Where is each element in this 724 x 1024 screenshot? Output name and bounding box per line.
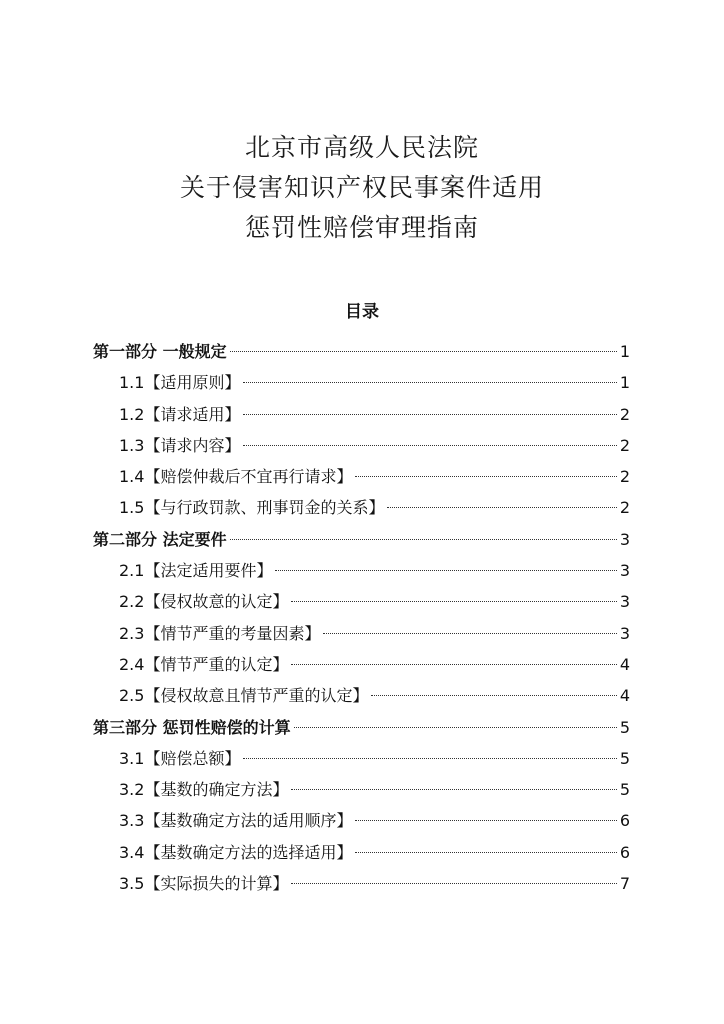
toc-page-number: 5: [619, 717, 630, 737]
toc-page-number: 1: [619, 342, 630, 361]
toc-entry-label: 第二部分 法定要件: [93, 529, 227, 549]
toc-entry-label: 第一部分 一般规定: [93, 342, 227, 361]
toc-entry-label: 2.3【情节严重的考量因素】: [119, 623, 321, 643]
toc-page-number: 6: [619, 842, 630, 862]
toc-section-2-5[interactable]: [93, 680, 630, 711]
toc-entry-label: 3.4【基数确定方法的选择适用】: [119, 842, 353, 862]
toc-entry-label: 2.5【侵权故意且情节严重的认定】: [119, 686, 369, 706]
dot-leader: [355, 852, 616, 853]
dot-leader: [291, 601, 616, 602]
title-line-guide: 惩罚性赔偿审理指南: [244, 213, 479, 242]
dot-leader: [243, 758, 616, 759]
dot-leader: [230, 539, 617, 540]
title-line-subject: 关于侵害知识产权民事案件适用: [179, 173, 544, 202]
dot-leader: [291, 664, 616, 665]
dot-leader: [323, 633, 616, 634]
toc-page-number: 3: [619, 529, 630, 549]
dot-leader: [243, 445, 616, 446]
toc-entry-label: 2.4【情节严重的认定】: [119, 654, 289, 674]
toc-section-1-4[interactable]: [93, 461, 630, 492]
dot-leader: [291, 789, 616, 790]
toc-section-3-1[interactable]: [93, 743, 630, 774]
toc-entry-label: 2.1【法定适用要件】: [119, 561, 273, 581]
document-title: [0, 128, 724, 248]
toc-section-2-3[interactable]: [93, 618, 630, 649]
table-of-contents: [93, 336, 630, 899]
toc-page-number: 4: [619, 686, 630, 706]
toc-page-number: 6: [619, 811, 630, 831]
toc-page-number: 7: [619, 874, 630, 894]
toc-page-number: 2: [619, 435, 630, 455]
toc-entry-label: 1.1【适用原则】: [119, 373, 241, 393]
toc-section-1-3[interactable]: [93, 430, 630, 461]
toc-part-2[interactable]: [93, 524, 630, 555]
toc-page-number: 3: [619, 561, 630, 581]
toc-page-number: 2: [619, 498, 630, 518]
toc-entry-label: 1.4【赔偿仲裁后不宜再行请求】: [119, 467, 353, 487]
toc-entry-label: 3.5【实际损失的计算】: [119, 874, 289, 894]
toc-entry-label: 1.2【请求适用】: [119, 404, 241, 424]
toc-entry-label: 3.2【基数的确定方法】: [119, 780, 289, 800]
toc-page-number: 5: [619, 748, 630, 768]
dot-leader: [243, 414, 616, 415]
toc-section-3-3[interactable]: [93, 805, 630, 836]
toc-entry-label: 第三部分 惩罚性赔偿的计算: [93, 717, 291, 737]
toc-page-number: 3: [619, 592, 630, 612]
dot-leader: [294, 727, 617, 728]
toc-part-1[interactable]: [93, 336, 630, 367]
toc-page-number: 5: [619, 780, 630, 800]
dot-leader: [371, 695, 616, 696]
dot-leader: [387, 507, 616, 508]
toc-page-number: 4: [619, 654, 630, 674]
toc-section-2-4[interactable]: [93, 649, 630, 680]
toc-section-1-1[interactable]: [93, 367, 630, 398]
toc-page-number: 3: [619, 623, 630, 643]
toc-part-3[interactable]: [93, 712, 630, 743]
toc-section-2-2[interactable]: [93, 586, 630, 617]
dot-leader: [230, 351, 617, 352]
toc-section-2-1[interactable]: [93, 555, 630, 586]
toc-section-3-5[interactable]: [93, 868, 630, 899]
toc-entry-label: 3.1【赔偿总额】: [119, 748, 241, 768]
toc-section-1-5[interactable]: [93, 492, 630, 523]
dot-leader: [243, 382, 616, 383]
toc-entry-label: 1.3【请求内容】: [119, 435, 241, 455]
dot-leader: [291, 883, 616, 884]
toc-page-number: 2: [619, 404, 630, 424]
toc-section-3-2[interactable]: [93, 774, 630, 805]
dot-leader: [355, 820, 616, 821]
dot-leader: [275, 570, 616, 571]
toc-entry-label: 2.2【侵权故意的认定】: [119, 592, 289, 612]
toc-entry-label: 1.5【与行政罚款、刑事罚金的关系】: [119, 498, 385, 518]
toc-heading: 目录: [345, 302, 379, 322]
title-line-court: 北京市高级人民法院: [244, 133, 479, 162]
dot-leader: [355, 476, 616, 477]
toc-section-3-4[interactable]: [93, 837, 630, 868]
toc-page-number: 2: [619, 467, 630, 487]
toc-entry-label: 3.3【基数确定方法的适用顺序】: [119, 811, 353, 831]
toc-section-1-2[interactable]: [93, 399, 630, 430]
toc-page-number: 1: [619, 373, 630, 393]
